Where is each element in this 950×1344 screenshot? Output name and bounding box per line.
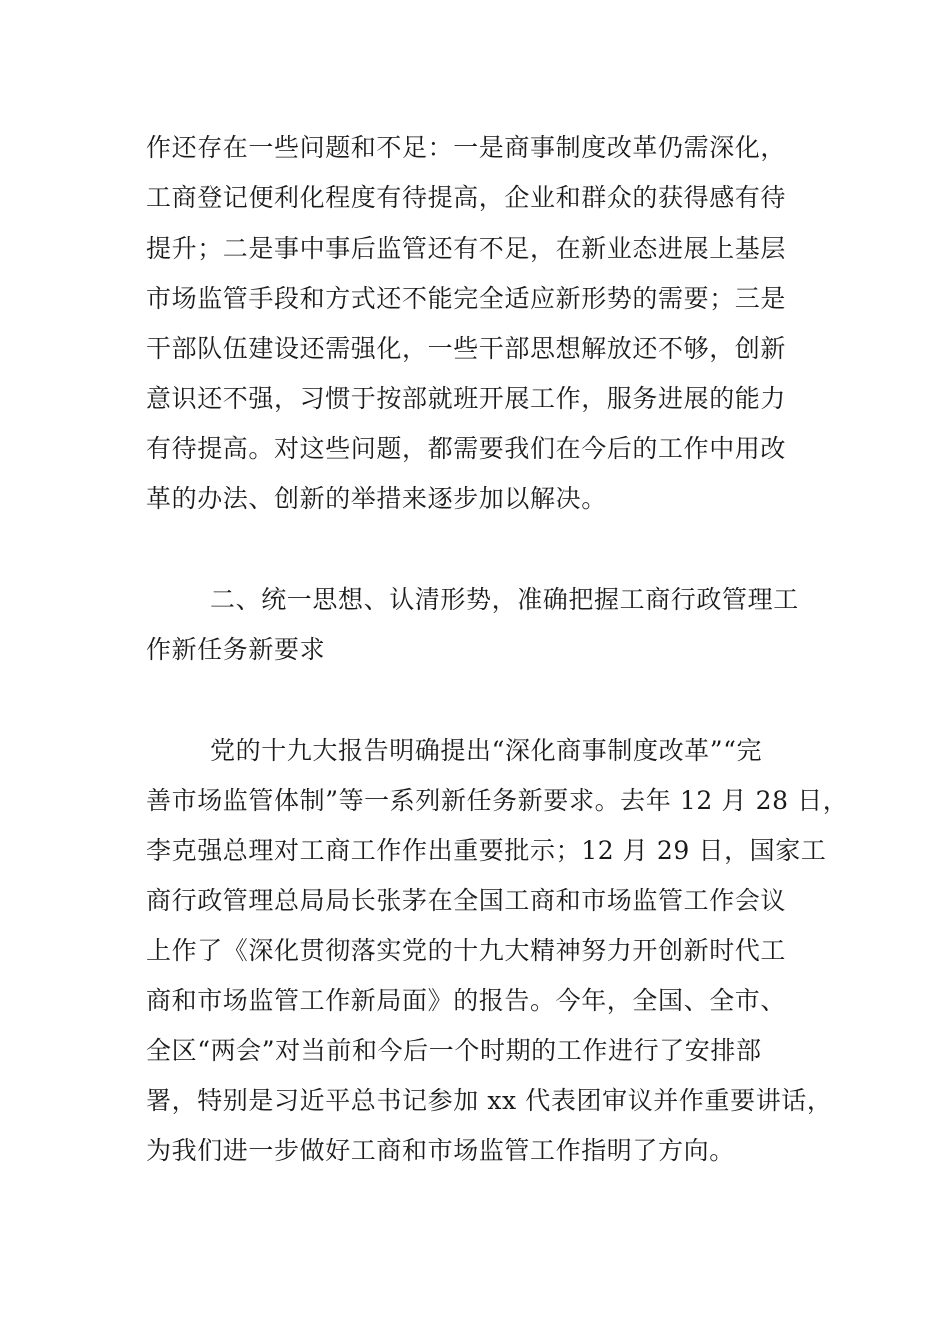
paragraph-line: 上作了《深化贯彻落实党的十九大精神努力开创新时代工 [146, 936, 787, 965]
paragraph-line: 作还存在一些问题和不足：一是商事制度改革仍需深化， [146, 133, 787, 162]
paragraph-line: 提升；二是事中事后监管还有不足，在新业态进展上基层 [146, 234, 787, 263]
paragraph-line: 工商登记便利化程度有待提高，企业和群众的获得感有待 [146, 183, 787, 212]
heading-line: 二、统一思想、认清形势，准确把握工商行政管理工 [210, 585, 799, 614]
paragraph-line: 署，特别是习近平总书记参加 xx 代表团审议并作重要讲话， [146, 1086, 833, 1115]
paragraph-line: 商和市场监管工作新局面》的报告。今年，全国、全市、 [146, 986, 787, 1015]
heading-line: 作新任务新要求 [146, 635, 326, 664]
paragraph-line: 意识还不强，习惯于按部就班开展工作，服务进展的能力 [146, 384, 787, 413]
paragraph-line: 全区“两会”对当前和今后一个时期的工作进行了安排部 [146, 1036, 762, 1065]
paragraph-line: 为我们进一步做好工商和市场监管工作指明了方向。 [146, 1136, 735, 1165]
paragraph-line: 李克强总理对工商工作作出重要批示；12 月 29 日，国家工 [146, 836, 827, 865]
paragraph-line: 市场监管手段和方式还不能完全适应新形势的需要；三是 [146, 284, 787, 313]
paragraph-line: 有待提高。对这些问题，都需要我们在今后的工作中用改 [146, 434, 787, 463]
paragraph-line: 干部队伍建设还需强化，一些干部思想解放还不够，创新 [146, 334, 787, 363]
paragraph-line: 商行政管理总局局长张茅在全国工商和市场监管工作会议 [146, 886, 787, 915]
paragraph-line: 善市场监管体制”等一系列新任务新要求。去年 12 月 28 日， [146, 786, 849, 815]
paragraph-line: 革的办法、创新的举措来逐步加以解决。 [146, 484, 607, 513]
paragraph-line: 党的十九大报告明确提出“深化商事制度改革”“完 [210, 736, 763, 765]
